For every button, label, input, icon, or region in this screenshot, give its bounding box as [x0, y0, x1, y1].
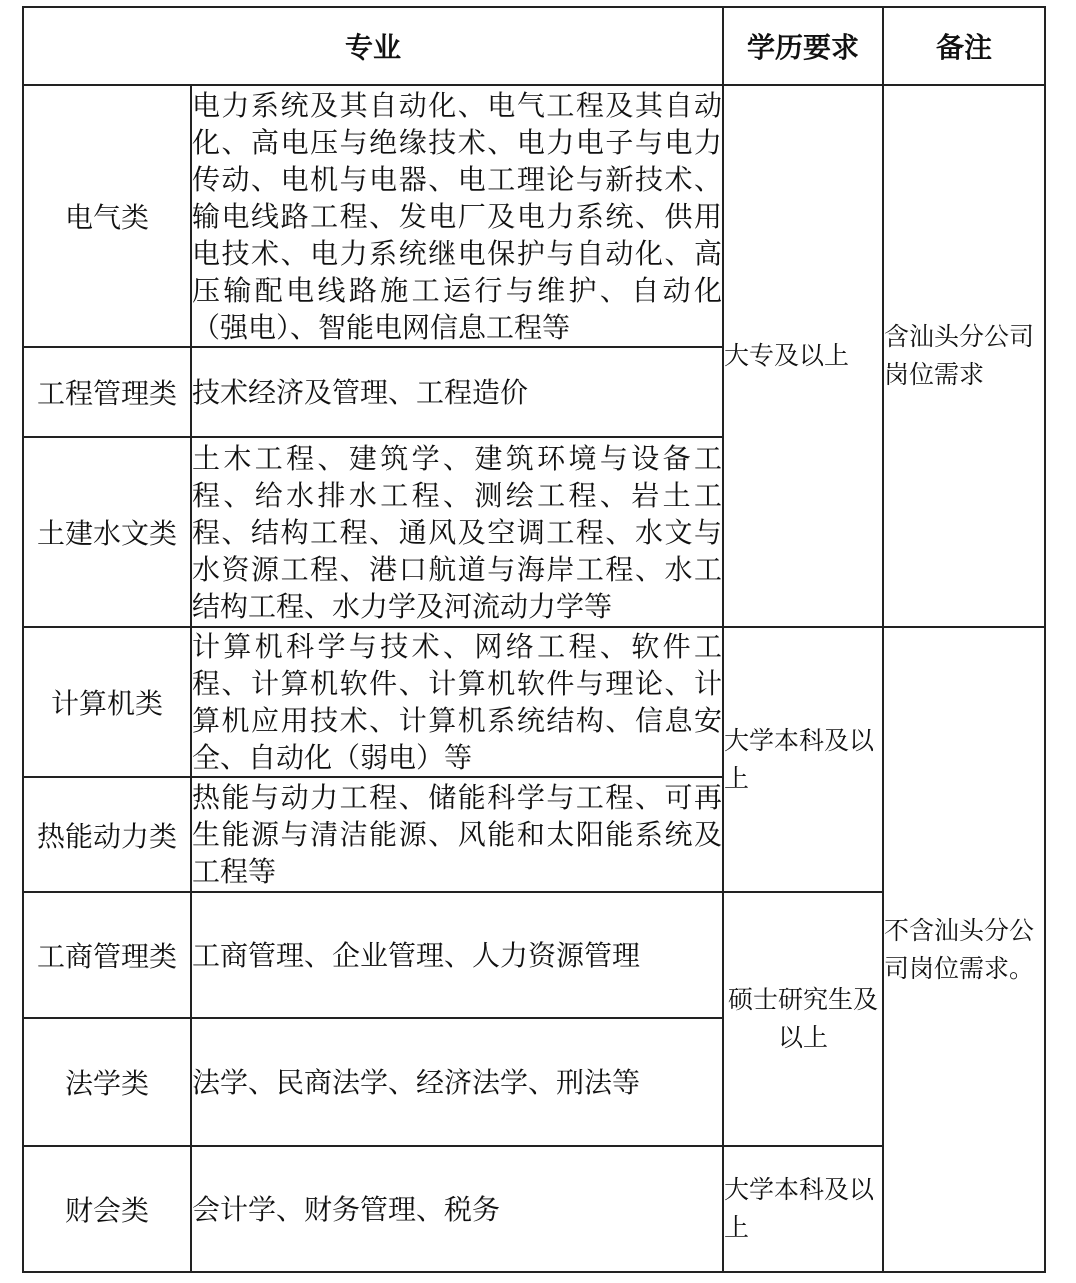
category-cell: 土建水文类	[23, 437, 191, 627]
table-row	[23, 85, 1045, 347]
education-cell: 大专及以上	[723, 85, 883, 627]
header-education: 学历要求	[723, 7, 883, 85]
majors-cell: 电力系统及其自动化、电气工程及其自动化、高电压与绝缘技术、电力电子与电力传动、电机与电器、电工理论与新技术、输电线路工程、发电厂及电力系统、供用电技术、电力系统继电保护与自动化、高压输配电线路施工运行与维护、自动化（强电）、智能电网信息工程等	[191, 85, 723, 347]
header-major: 专业	[23, 7, 723, 85]
majors-cell: 热能与动力工程、储能科学与工程、可再生能源与清洁能源、风能和太阳能系统及工程等	[191, 777, 723, 892]
education-cell: 硕士研究生及以上	[723, 892, 883, 1146]
category-cell: 工商管理类	[23, 892, 191, 1018]
category-cell: 财会类	[23, 1146, 191, 1272]
education-cell: 大学本科及以上	[723, 627, 883, 892]
requirements-table	[22, 6, 1046, 1273]
table-row	[23, 627, 1045, 777]
majors-cell: 工商管理、企业管理、人力资源管理	[191, 892, 723, 1018]
education-cell: 大学本科及以上	[723, 1146, 883, 1272]
category-cell: 工程管理类	[23, 347, 191, 437]
header-row	[23, 7, 1045, 85]
majors-cell: 技术经济及管理、工程造价	[191, 347, 723, 437]
category-cell: 法学类	[23, 1018, 191, 1146]
majors-cell: 计算机科学与技术、网络工程、软件工程、计算机软件、计算机软件与理论、计算机应用技术、计算机系统结构、信息安全、自动化（弱电）等	[191, 627, 723, 777]
majors-cell: 土木工程、建筑学、建筑环境与设备工程、给水排水工程、测绘工程、岩土工程、结构工程、通风及空调工程、水文与水资源工程、港口航道与海岸工程、水工结构工程、水力学及河流动力学等	[191, 437, 723, 627]
remarks-cell: 不含汕头分公司岗位需求。	[883, 627, 1045, 1272]
header-remarks: 备注	[883, 7, 1045, 85]
category-cell: 热能动力类	[23, 777, 191, 892]
majors-cell: 会计学、财务管理、税务	[191, 1146, 723, 1272]
category-cell: 计算机类	[23, 627, 191, 777]
category-cell: 电气类	[23, 85, 191, 347]
majors-cell: 法学、民商法学、经济法学、刑法等	[191, 1018, 723, 1146]
remarks-cell: 含汕头分公司岗位需求	[883, 85, 1045, 627]
